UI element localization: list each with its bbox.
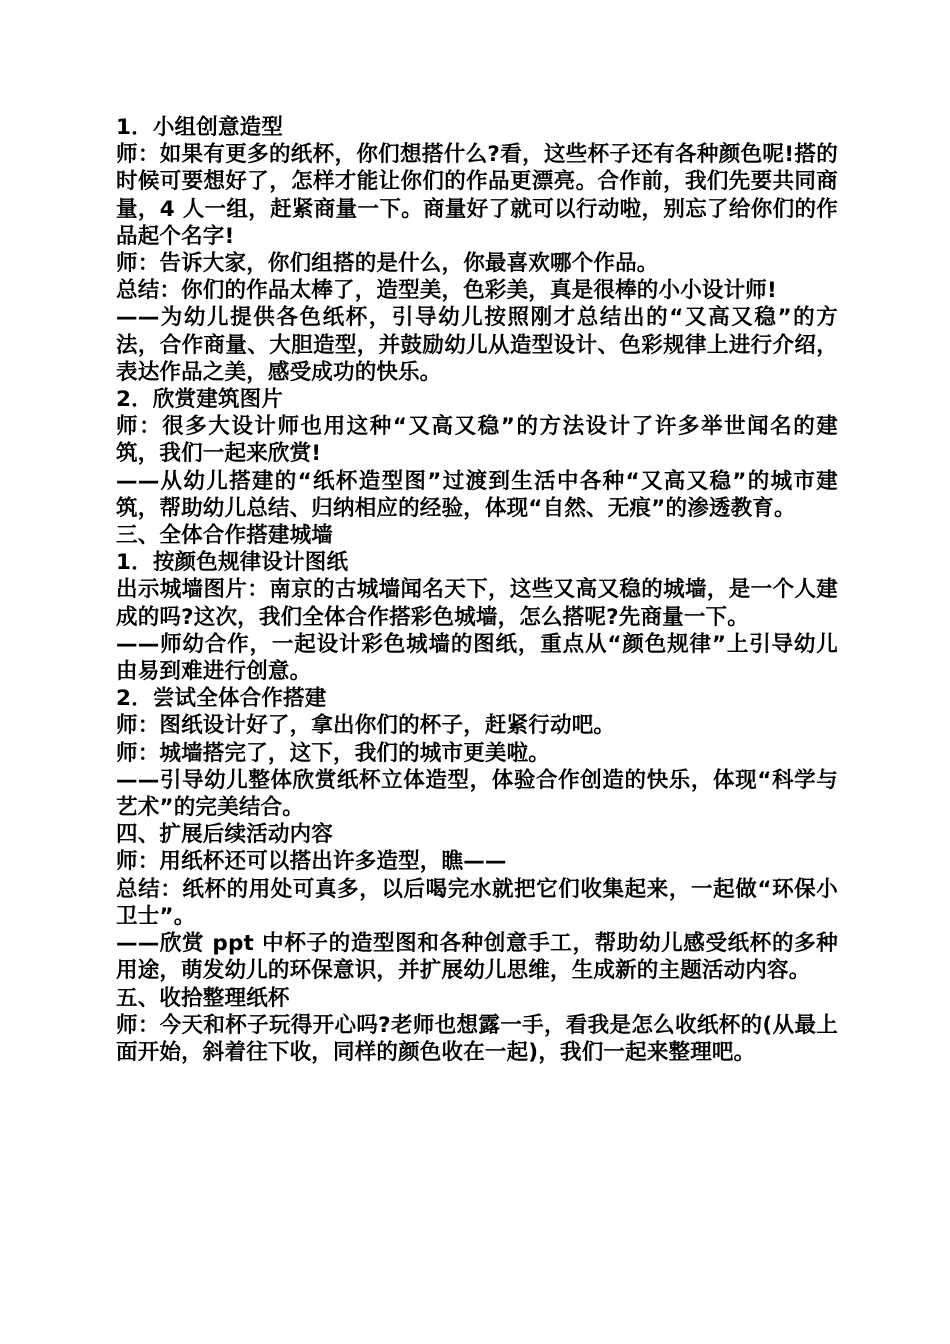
teacher-dialogue-paragraph: 师：用纸杯还可以搭出许多造型，瞧——: [116, 849, 507, 875]
teacher-dialogue-paragraph: 师：很多大设计师也用这种“又高又稳”的方法设计了许多举世闻名的建筑，我们一起来欣赏!: [116, 414, 838, 467]
summary-paragraph: 总结：你们的作品太棒了，造型美，色彩美，真是很棒的小小设计师!: [116, 278, 778, 304]
section-heading-city-wall: 三、全体合作搭建城墙: [116, 523, 334, 549]
teacher-dialogue-paragraph: 师：如果有更多的纸杯，你们想搭什么?看，这些杯子还有各种颜色呢!搭的时候可要想好了，怎样才能让你们的作品更漂亮。合作前，我们先要共同商量，4 人一组，赶紧商量一下。商量好了就可以行动啦，别忘了给你们的作品起个名字!: [116, 142, 838, 249]
teacher-dialogue-paragraph: 师：今天和杯子玩得开心吗?老师也想露一手，看我是怎么收纸杯的(从最上面开始，斜着往下收，同样的颜色收在一起)，我们一起来整理吧。: [116, 1012, 838, 1065]
commentary-paragraph: ——从幼儿搭建的“纸杯造型图”过渡到生活中各种“又高又稳”的城市建筑，帮助幼儿总结、归纳相应的经验，体现“自然、无痕”的渗透教育。: [116, 468, 838, 521]
commentary-paragraph: ——引导幼儿整体欣赏纸杯立体造型，体验合作创造的快乐，体现“科学与艺术”的完美结合。: [116, 767, 838, 821]
section-heading-architecture: 2．欣赏建筑图片: [116, 387, 284, 413]
section-heading-extension: 四、扩展后续活动内容: [116, 822, 334, 848]
commentary-paragraph: ——欣赏 ppt 中杯子的造型图和各种创意手工，帮助幼儿感受纸杯的多种用途，萌发幼儿的环保意识，并扩展幼儿思维，生成新的主题活动内容。: [116, 931, 838, 984]
section-heading-cleanup: 五、收拾整理纸杯: [116, 985, 290, 1011]
teacher-dialogue-paragraph: 师：城墙搭完了，这下，我们的城市更美啦。: [116, 740, 551, 766]
teacher-dialogue-paragraph: 师：图纸设计好了，拿出你们的杯子，赶紧行动吧。: [116, 713, 616, 739]
document-page: [116, 114, 838, 1066]
commentary-paragraph: ——师幼合作，一起设计彩色城墙的图纸，重点从“颜色规律”上引导幼儿由易到难进行创意。: [116, 631, 838, 685]
instruction-paragraph: 出示城墙图片：南京的古城墙闻名天下，这些又高又稳的城墙，是一个人建成的吗?这次，我们全体合作搭彩色城墙，怎么搭呢?先商量一下。: [116, 577, 838, 630]
section-heading-group-creative-modeling: 1．小组创意造型: [116, 115, 284, 140]
summary-paragraph: 总结：纸杯的用处可真多，以后喝完水就把它们收集起来，一起做“环保小卫士”。: [116, 876, 838, 929]
section-heading-color-pattern: 1．按颜色规律设计图纸: [116, 550, 349, 576]
section-heading-collaborative-build: 2．尝试全体合作搭建: [116, 686, 327, 712]
commentary-paragraph: ——为幼儿提供各色纸杯，引导幼儿按照刚才总结出的“又高又稳”的方法，合作商量、大胆造型，并鼓励幼儿从造型设计、色彩规律上进行介绍，表达作品之美，感受成功的快乐。: [116, 305, 838, 385]
teacher-dialogue-paragraph: 师：告诉大家，你们组搭的是什么，你最喜欢哪个作品。: [116, 251, 659, 277]
